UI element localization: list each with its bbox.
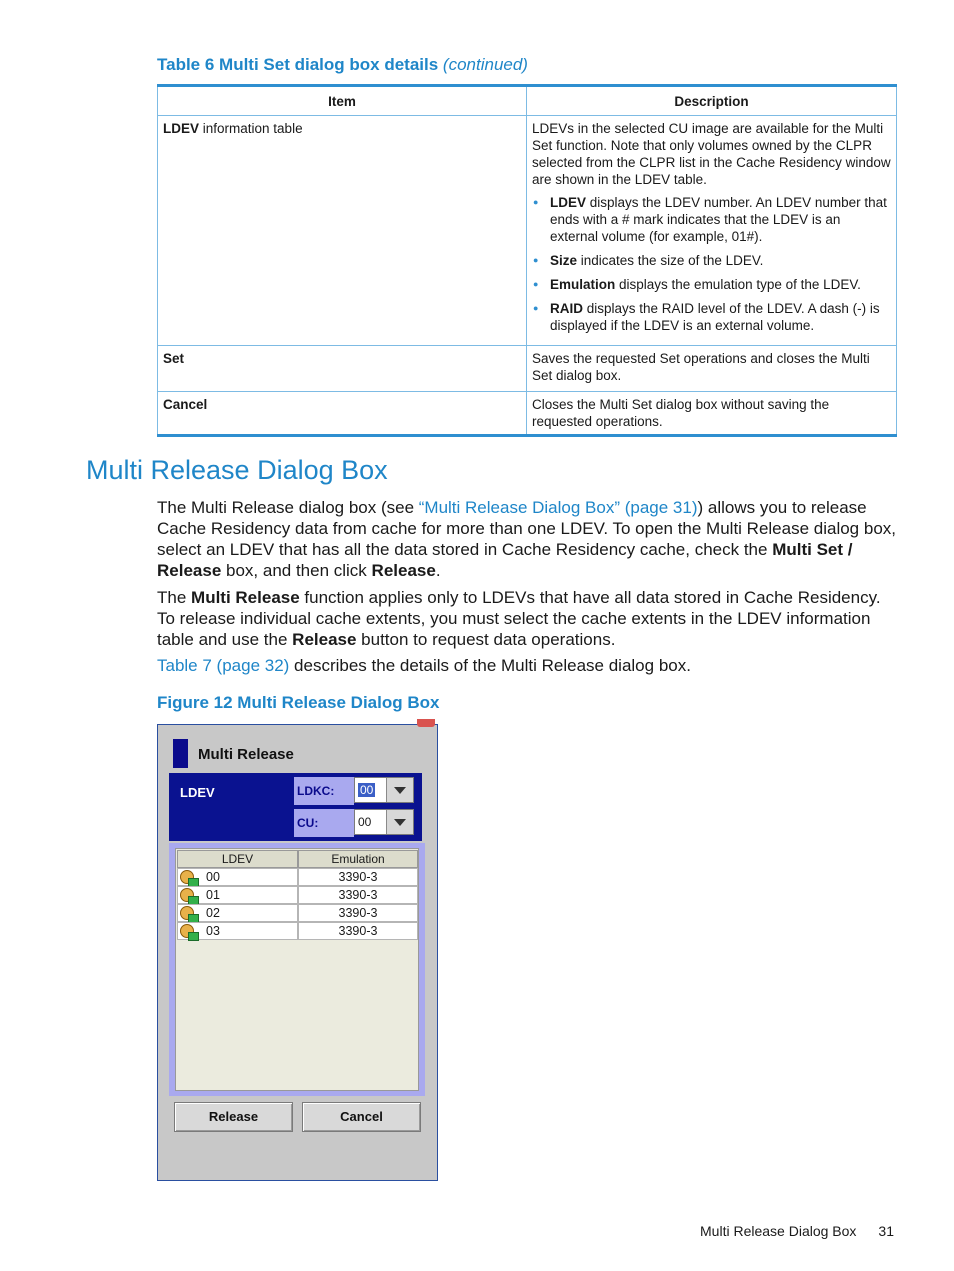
row-item	[158, 116, 527, 346]
item-text: information table	[199, 121, 303, 136]
text: box, and then click	[221, 561, 372, 580]
bullet-text: displays the RAID level of the LDEV. A dash (-) is displayed if the LDEV is an external volume.	[550, 301, 880, 333]
ldev-cell	[177, 904, 298, 922]
header-item: Item	[158, 86, 527, 116]
bold-text: Multi Release	[191, 588, 300, 607]
emulation-cell: 3390-3	[298, 886, 418, 904]
table-caption	[157, 55, 528, 75]
cancel-button[interactable]: Cancel	[302, 1102, 421, 1132]
ldkc-label: LDKC:	[294, 777, 354, 805]
table-row[interactable]	[177, 904, 418, 922]
chevron-down-icon[interactable]	[386, 810, 413, 834]
bullet-list	[532, 194, 891, 334]
chevron-down-icon[interactable]	[386, 778, 413, 802]
item-bold: LDEV	[163, 121, 200, 136]
paragraph-intro	[157, 497, 897, 581]
row-item	[158, 346, 527, 392]
table-row[interactable]	[177, 922, 418, 940]
table-row[interactable]	[177, 868, 418, 886]
row-item	[158, 392, 527, 436]
header-description: Description	[527, 86, 897, 116]
description-text: LDEVs in the selected CU image are available for the Multi Set function. Note that only volumes owned by the CLPR selected from the CLPR list in the Cache Residency window are shown in the LDEV table.	[532, 121, 891, 187]
column-header-ldev[interactable]: LDEV	[177, 850, 298, 868]
multi-release-dialog	[157, 724, 438, 1181]
volume-icon	[180, 906, 194, 920]
title-marker	[173, 739, 188, 768]
ldev-number: 02	[206, 906, 220, 920]
bullet-text: indicates the size of the LDEV.	[577, 253, 764, 268]
bold-text: Release	[371, 561, 436, 580]
bullet-text: displays the LDEV number. An LDEV number that ends with a # mark indicates that the LDEV is an external volume (for example, 01#).	[550, 195, 887, 244]
list-header	[177, 850, 418, 868]
text: The Multi Release dialog box (see	[157, 498, 419, 517]
ldev-number: 01	[206, 888, 220, 902]
bullet-item	[550, 300, 891, 334]
paragraph-table-ref	[157, 655, 897, 676]
volume-icon	[180, 888, 194, 902]
row-description: Saves the requested Set operations and closes the Multi Set dialog box.	[527, 346, 897, 392]
emulation-cell: 3390-3	[298, 904, 418, 922]
bullet-item	[550, 276, 891, 293]
volume-icon	[180, 870, 194, 884]
table-row[interactable]	[177, 886, 418, 904]
ldev-number: 00	[206, 870, 220, 884]
cu-select[interactable]	[354, 809, 414, 835]
figure-caption: Figure 12 Multi Release Dialog Box	[157, 693, 440, 712]
table-header-row	[158, 86, 897, 116]
close-tab-icon[interactable]	[417, 719, 435, 727]
emulation-cell: 3390-3	[298, 922, 418, 940]
page-number: 31	[878, 1223, 894, 1239]
ldkc-value: 00	[360, 783, 374, 797]
page-footer	[700, 1223, 894, 1239]
cu-label: CU:	[294, 809, 354, 837]
table-caption-label: Table 6 Multi Set dialog box details	[157, 55, 439, 74]
ldev-list-frame	[169, 843, 425, 1096]
ldev-label: LDEV	[180, 785, 215, 800]
bold-text: Release	[292, 630, 357, 649]
text: The	[157, 588, 192, 607]
row-description: Closes the Multi Set dialog box without saving the requested operations.	[527, 392, 897, 436]
table-caption-continued: (continued)	[442, 55, 528, 74]
cross-reference-link[interactable]: “Multi Release Dialog Box” (page 31)	[418, 498, 698, 517]
ldev-cell	[177, 886, 298, 904]
ldev-number: 03	[206, 924, 220, 938]
item-bold: Set	[163, 351, 185, 366]
bullet-text: displays the emulation type of the LDEV.	[615, 277, 861, 292]
table-row	[158, 392, 897, 436]
bullet-item	[550, 194, 891, 245]
volume-icon	[180, 924, 194, 938]
section-title: Multi Release Dialog Box	[86, 455, 388, 485]
paragraph-function	[157, 587, 897, 650]
text: describes the details of the Multi Release dialog box.	[289, 656, 691, 675]
table-reference-link[interactable]: Table 7 (page 32)	[157, 656, 290, 675]
bullet-bold: RAID	[550, 301, 583, 316]
details-table	[157, 84, 897, 437]
release-button[interactable]: Release	[174, 1102, 293, 1132]
bullet-item	[550, 252, 891, 269]
ldev-list[interactable]	[175, 848, 419, 1091]
ldev-cell	[177, 868, 298, 886]
text: ) allows you to release Cache Residency data from cache for more than one LDEV. To open the Multi Release dialog box, select an LDEV that has all the data stored in Cache Residency cache, check the	[157, 498, 896, 559]
text: .	[435, 561, 441, 580]
bullet-bold: Emulation	[550, 277, 616, 292]
row-description	[527, 116, 897, 346]
ldkc-select[interactable]	[354, 777, 414, 803]
ldev-cell	[177, 922, 298, 940]
dialog-title: Multi Release	[198, 746, 294, 763]
footer-title: Multi Release Dialog Box	[700, 1223, 857, 1239]
item-bold: Cancel	[163, 397, 208, 412]
cu-value: 00	[358, 815, 372, 829]
column-header-emulation[interactable]: Emulation	[298, 850, 418, 868]
ldev-selection-panel	[169, 773, 422, 841]
text: button to request data operations.	[356, 630, 616, 649]
table-row	[158, 346, 897, 392]
bullet-bold: LDEV	[550, 195, 587, 210]
bullet-bold: Size	[550, 253, 578, 268]
table-row	[158, 116, 897, 346]
text: function applies only to LDEVs that have all data stored in Cache Residency. To release individual cache extents, you must select the cache extents in the LDEV information table and use the	[157, 588, 881, 649]
bold-text: Multi Set / Release	[157, 540, 853, 580]
emulation-cell: 3390-3	[298, 868, 418, 886]
